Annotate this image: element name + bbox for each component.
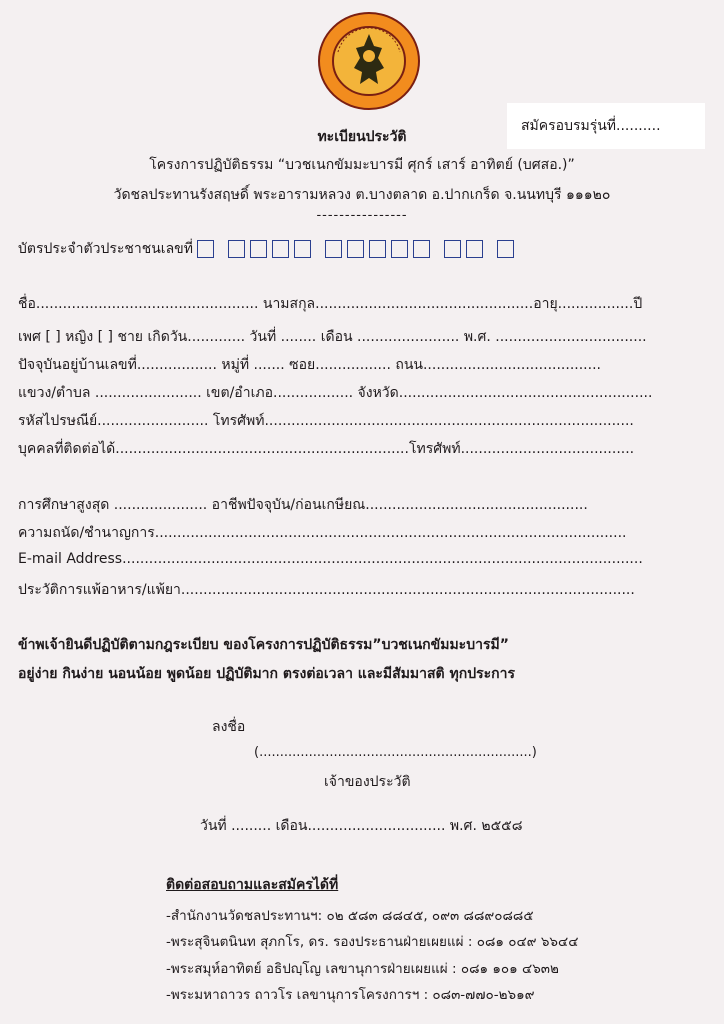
contact-person-line[interactable]: บุคคลที่ติดต่อได้..................................................................โทรศัพท์....................................... [18, 441, 635, 457]
id-digit-box[interactable] [347, 240, 364, 258]
id-digit-box[interactable] [413, 240, 430, 258]
project-name: โครงการปฏิบัติธรรม “บวชเนกขัมมะบารมี ศุกร์ เสาร์ อาทิตย์ (บศสอ.)” [149, 157, 575, 173]
expertise-line[interactable]: ความถนัด/ชำนาญการ.......................................................................................................... [18, 525, 627, 541]
email-line[interactable]: E-mail Address..................................................................................................................... [18, 551, 643, 567]
temple-seal-icon [318, 12, 420, 110]
education-occupation-line[interactable]: การศึกษาสูงสุด ..................... อาชีพปัจจุบัน/ก่อนเกษียณ.................................................. [18, 497, 588, 513]
id-digit-box[interactable] [294, 240, 311, 258]
id-digit-box[interactable] [391, 240, 408, 258]
id-digit-box[interactable] [272, 240, 289, 258]
signature-date-line[interactable]: วันที่ ......... เดือน............................... พ.ศ. ๒๕๕๘ [200, 818, 523, 834]
signature-owner-label: เจ้าของประวัติ [324, 774, 411, 790]
allergy-line[interactable]: ประวัติการแพ้อาหาร/แพ้ยา...................................................................................................... [18, 582, 635, 598]
gender-birth-line[interactable]: เพศ [ ] หญิง [ ] ชาย เกิดวัน............. วันที่ ........ เดือน ....................... พ.ศ. .................................. [18, 329, 647, 345]
batch-label: สมัครอบรมรุ่นที่.......... [521, 118, 661, 134]
separator: ---------------- [316, 208, 408, 223]
id-digit-box[interactable] [325, 240, 342, 258]
id-digit-box[interactable] [197, 240, 214, 258]
declaration-line-1: ข้าพเจ้ายินดีปฏิบัติตามกฎระเบียบ ของโครงการปฏิบัติธรรม”บวชเนกขัมมะบารมี” [18, 637, 509, 653]
id-digit-box[interactable] [228, 240, 245, 258]
contact-item: -สำนักงานวัดชลประทานฯ: ๐๒ ๕๘๓ ๘๘๔๕, ๐๙๓ ๘๘๙๐๘๘๕ [166, 908, 534, 924]
contact-item: -พระสุจินตนินท สุภกโร, ดร. รองประธานฝ่ายเผยแผ่ : ๐๘๑ ๐๔๙ ๖๖๔๔ [166, 934, 579, 950]
id-digit-box[interactable] [497, 240, 514, 258]
id-digit-box[interactable] [250, 240, 267, 258]
id-digit-box[interactable] [369, 240, 386, 258]
district-province-line[interactable]: แขวง/ตำบล ........................ เขต/อำเภอ.................. จังหวัด......................................................... [18, 385, 653, 401]
id-card-label: บัตรประจำตัวประชาชนเลขที่ [18, 241, 193, 257]
id-card-row [18, 238, 519, 260]
temple-address: วัดชลประทานรังสฤษดิ์ พระอารามหลวง ต.บางตลาด อ.ปากเกร็ด จ.นนทบุรี ๑๑๑๒๐ [113, 187, 611, 203]
contact-item: -พระสมุห์อาทิตย์ อธิปญฺโญ เลขานุการฝ่ายเผยแผ่ : ๐๘๑ ๑๐๑ ๔๖๓๒ [166, 961, 559, 977]
postal-phone-line[interactable]: รหัสไปรษณีย์......................... โทรศัพท์................................................................................... [18, 413, 634, 429]
id-digit-box[interactable] [466, 240, 483, 258]
name-age-line[interactable]: ชื่อ.................................................. นามสกุล.................................................อายุ.................ปี [18, 296, 643, 312]
id-digit-box[interactable] [444, 240, 461, 258]
contact-item: -พระมหาถาวร ถาวโร เลขานุการโครงการฯ : ๐๘๓-๗๗๐-๒๖๑๙ [166, 987, 535, 1003]
declaration-line-2: อยู่ง่าย กินง่าย นอนน้อย พูดน้อย ปฏิบัติมาก ตรงต่อเวลา และมีสัมมาสติ ทุกประการ [18, 666, 516, 682]
address-line[interactable]: ปัจจุบันอยู่บ้านเลขที่.................. หมู่ที่ ....... ซอย................. ถนน........................................ [18, 357, 601, 373]
signature-label: ลงชื่อ [212, 719, 246, 735]
form-title: ทะเบียนประวัติ [317, 129, 407, 145]
signature-name-field[interactable]: (..................................................................) [254, 745, 537, 760]
contact-heading: ติดต่อสอบถามและสมัครได้ที่ [166, 877, 339, 893]
